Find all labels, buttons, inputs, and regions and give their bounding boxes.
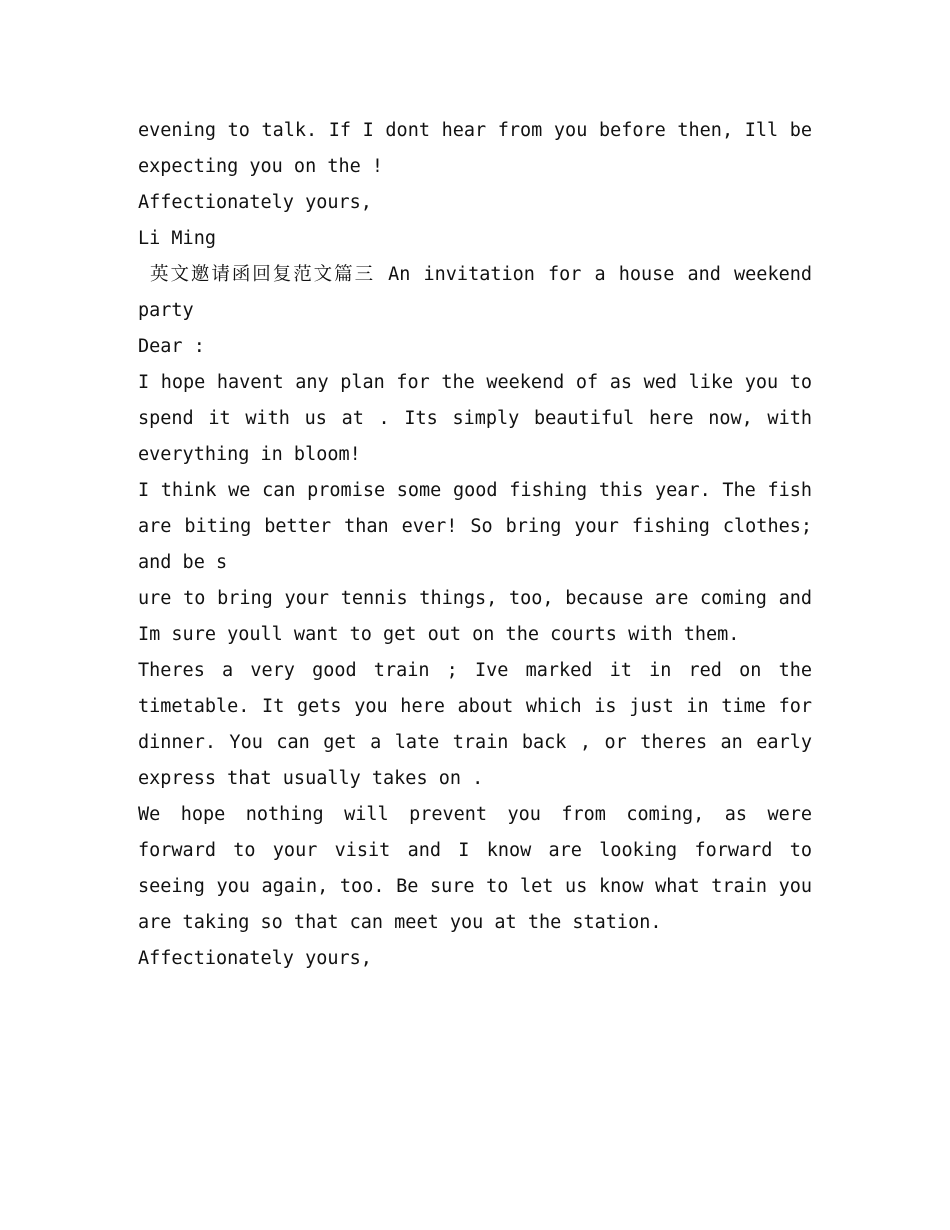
text-line: evening to talk. If I dont hear from you before then, Ill be [138, 120, 812, 141]
text-line: seeing you again, too. Be sure to let us know what train you [138, 876, 812, 897]
text-line: spend it with us at . Its simply beautiful here now, with [138, 408, 812, 429]
text-line: timetable. It gets you here about which is just in time for [138, 696, 812, 717]
text-line: I think we can promise some good fishing this year. The fish [138, 480, 812, 501]
text-line: forward to your visit and I know are looking forward to [138, 840, 812, 861]
section-heading: 英文邀请函回复范文篇三 An invitation for a house and weekend [150, 264, 812, 285]
closing-line: Affectionately yours, [138, 192, 372, 213]
salutation-line: Dear : [138, 336, 205, 357]
text-line: and be s [138, 552, 228, 573]
text-line: everything in bloom! [138, 444, 361, 465]
closing-line: Affectionately yours, [138, 948, 372, 969]
text-line: Theres a very good train ; Ive marked it in red on the [138, 660, 812, 681]
text-line: I hope havent any plan for the weekend of as wed like you to [138, 372, 812, 393]
text-line: Im sure youll want to get out on the courts with them. [138, 624, 740, 645]
text-line: expecting you on the ! [138, 156, 384, 177]
signature-line: Li Ming [138, 228, 216, 249]
text-line: express that usually takes on . [138, 768, 484, 789]
text-line: We hope nothing will prevent you from coming, as were [138, 804, 812, 825]
text-line: are biting better than ever! So bring your fishing clothes; [138, 516, 812, 537]
document-body [138, 113, 812, 977]
text-line: dinner. You can get a late train back , or theres an early [138, 732, 812, 753]
text-line: ure to bring your tennis things, too, because are coming and [138, 588, 812, 609]
text-line: are taking so that can meet you at the station. [138, 912, 662, 933]
section-heading-continued: party [138, 300, 194, 321]
